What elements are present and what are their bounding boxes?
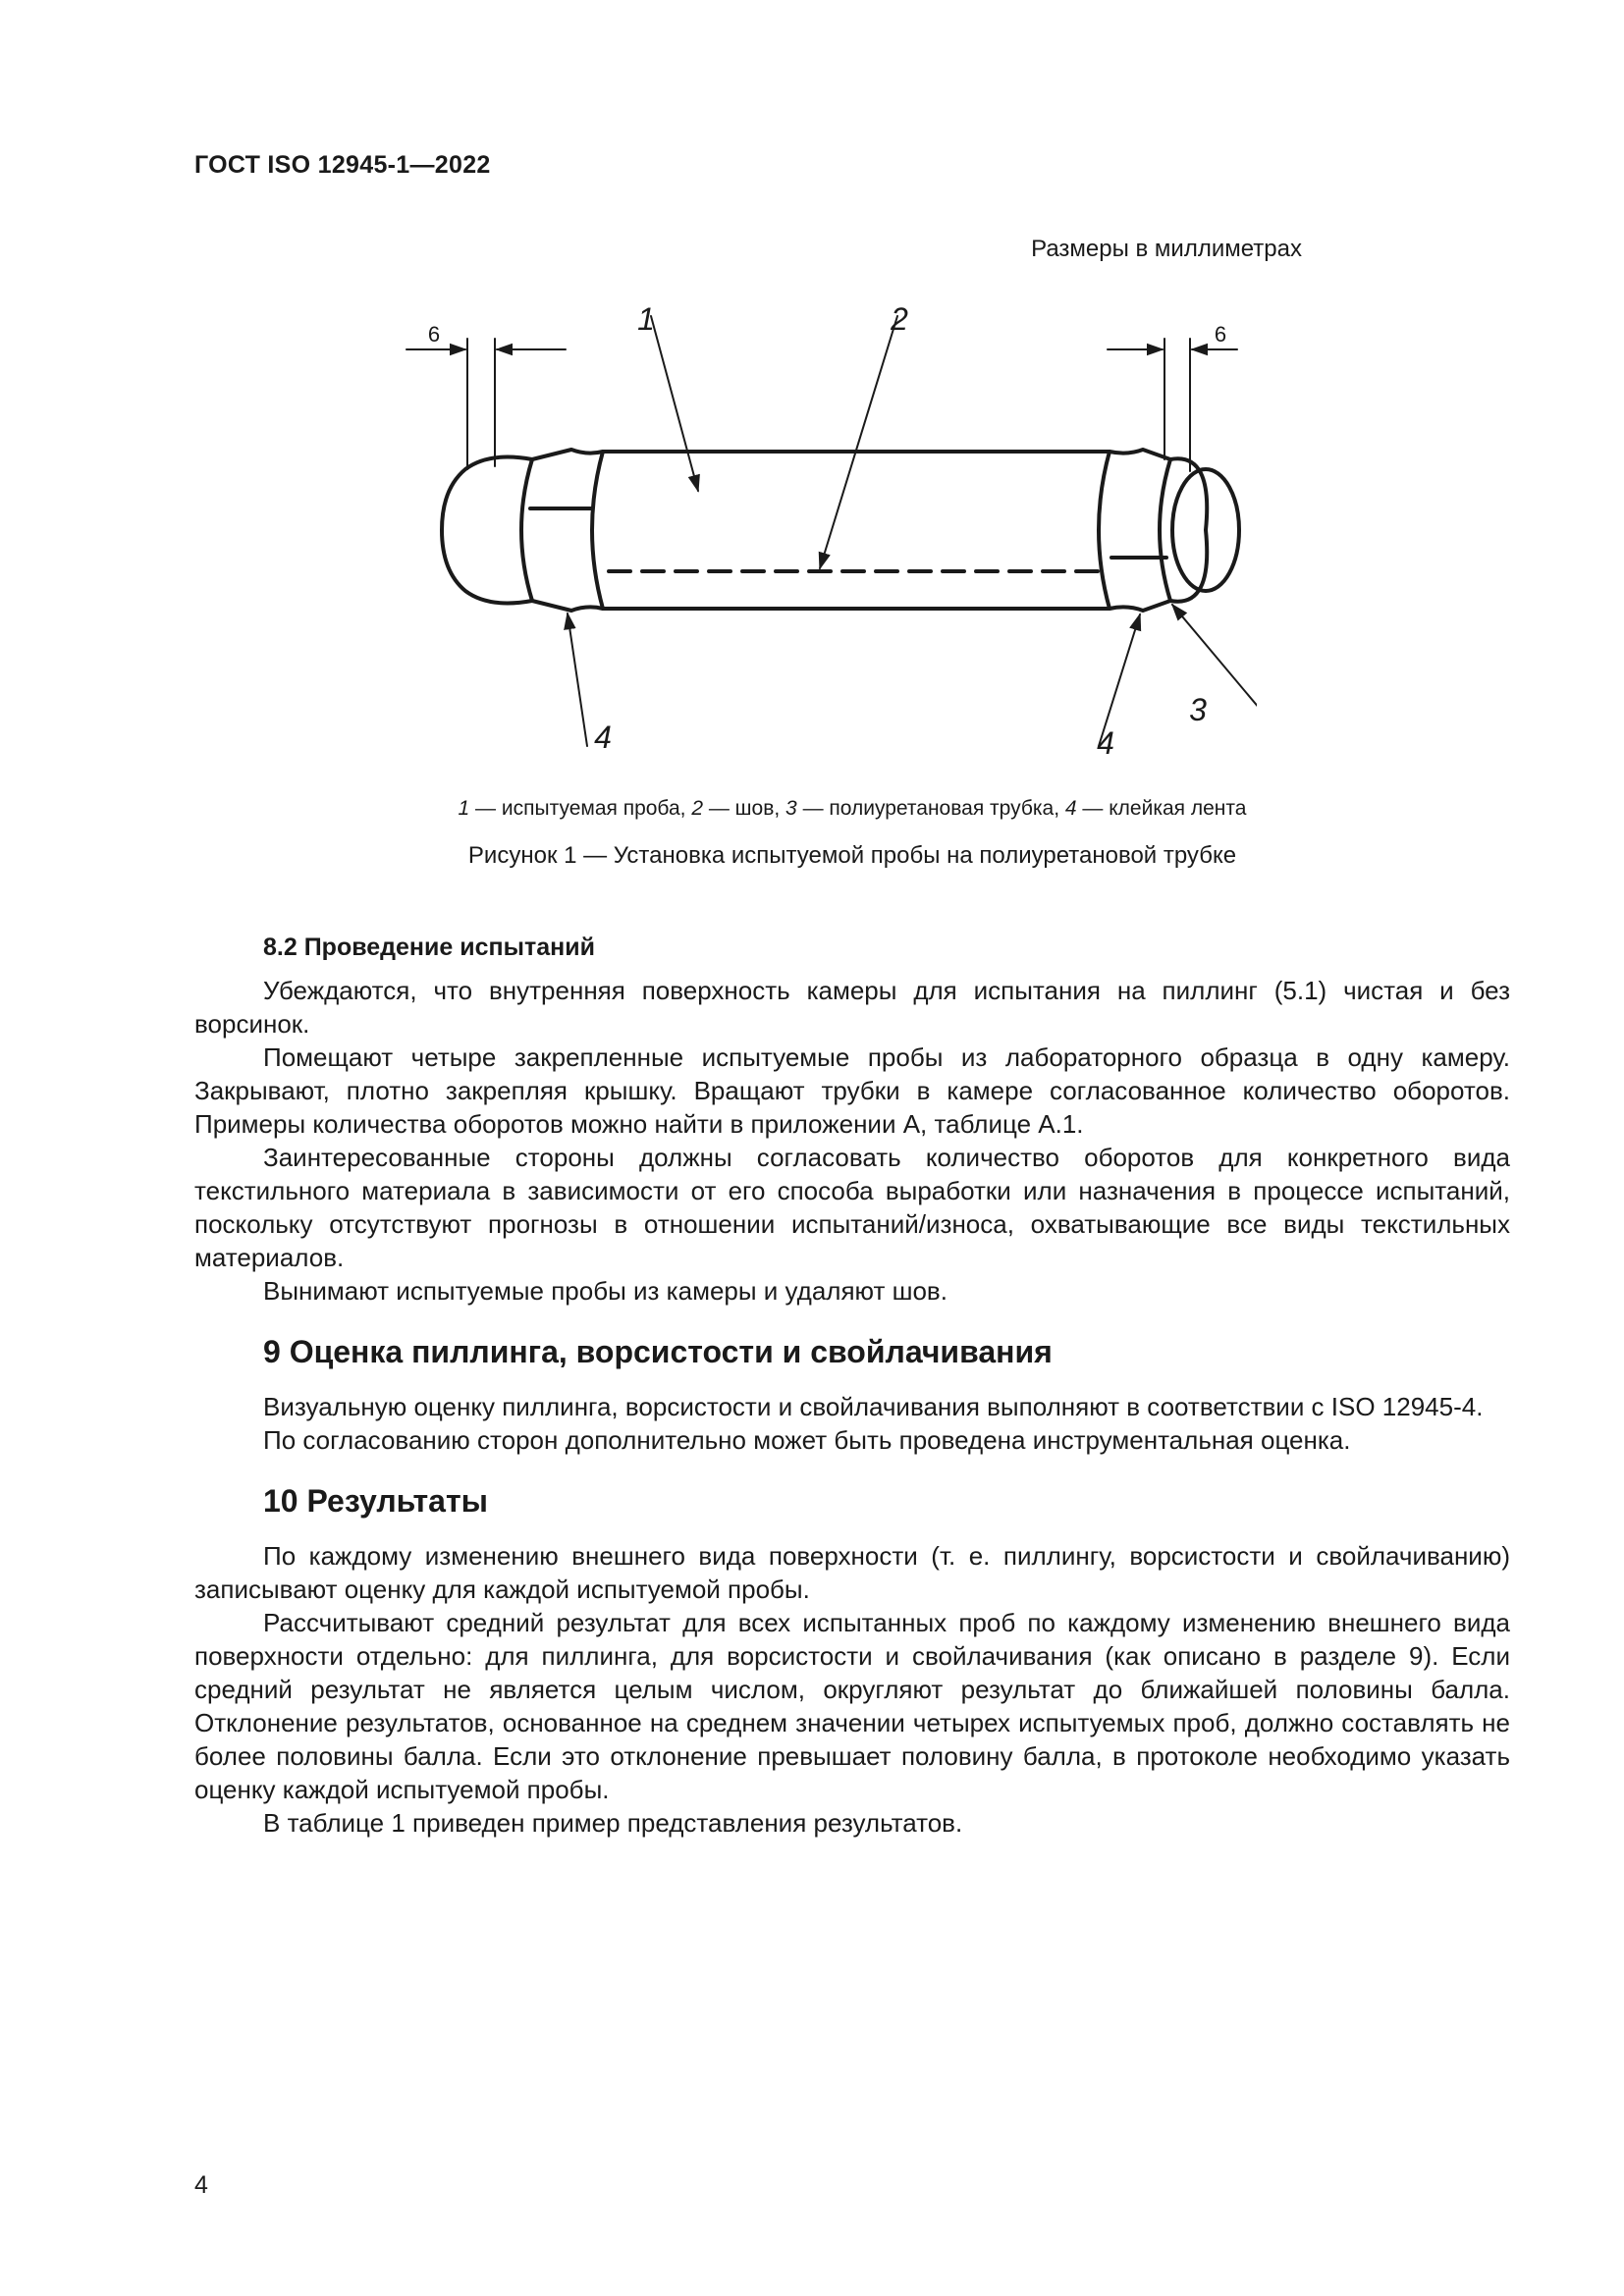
- section-9-paragraph-1: Визуальную оценку пиллинга, ворсистости и свойлачивания выполняют в соответствии с ISO 12945-4.: [263, 1392, 1484, 1421]
- tube-body: [442, 450, 1207, 611]
- legend-num-3: 3: [785, 797, 797, 820]
- section-8-2-title: 8.2 Проведение испытаний: [263, 934, 595, 961]
- label-1: 1: [637, 301, 655, 337]
- figure-caption: Рисунок 1 — Установка испытуемой пробы на полиуретановой трубке: [467, 842, 1237, 869]
- legend-num-2: 2: [691, 797, 704, 820]
- section-10-paragraph-3: В таблице 1 приведен пример представления результатов.: [263, 1808, 963, 1838]
- section-9-title: 9 Оценка пиллинга, ворсистости и свойлачивания: [263, 1334, 1053, 1369]
- units-note: Размеры в миллиметрах: [1031, 236, 1302, 262]
- section-8-2-paragraph-3: Заинтересованные стороны должны согласовать количество оборотов для конкретного вида текстильного материала в зависимости от его способа выработки или назначения в процессе испытаний, поскольку отсутствуют прогнозы в отношении испытаний/износа, охватывающие все виды текстильных материалов.: [194, 1143, 1510, 1272]
- left-tape-band: [521, 459, 532, 601]
- label-4-right: 4: [1097, 725, 1114, 761]
- section-10-paragraph-2: Рассчитывают средний результат для всех испытанных проб по каждому изменению внешнего вида поверхности отдельно: для пиллинга, для ворсистости и свойлачивания (как описано в разделе 9). Если средний результат не является целым числом, округляют результат до ближайшей половины балла. Отклонение результатов, основанное на среднем значении четырех испытуемых проб, должно составлять не более половины балла. Если это отклонение превышает половину балла, в протоколе необходимо указать оценку каждой испытуемой пробы.: [194, 1608, 1510, 1804]
- figure-1-label-3: [1168, 677, 1227, 736]
- section-8-2-paragraph-4: Вынимают испытуемые пробы из камеры и удаляют шов.: [263, 1276, 947, 1306]
- main-content: [194, 931, 1510, 1840]
- figure-1-tube-diagram: [373, 285, 1257, 775]
- dim-left-label: 6: [427, 322, 441, 347]
- legend-text-2: — шов,: [703, 797, 786, 820]
- legend-text-1: — испытуемая проба,: [469, 797, 692, 820]
- legend-num-4: 4: [1064, 797, 1077, 820]
- legend-text-4: — клейкая лента: [1076, 797, 1247, 820]
- section-10-paragraph-1: По каждому изменению внешнего вида поверхности (т. е. пиллингу, ворсистости и свойлачиванию) записывают оценку для каждой испытуемой пробы.: [194, 1541, 1510, 1604]
- document-header: ГОСТ ISO 12945-1—2022: [194, 151, 491, 179]
- section-8-2-paragraph-1: Убеждаются, что внутренняя поверхность камеры для испытания на пиллинг (5.1) чистая и без ворсинок.: [194, 976, 1510, 1039]
- section-8-2-paragraph-2: Помещают четыре закрепленные испытуемые пробы из лабораторного образца в одну камеру. Закрывают, плотно закрепляя крышку. Вращают трубки в камере согласованное количество оборотов. Примеры количества оборотов можно найти в приложении А, таблице А.1.: [194, 1042, 1510, 1139]
- section-9-paragraph-2: По согласованию сторон дополнительно может быть проведена инструментальная оценка.: [263, 1425, 1351, 1455]
- page-number: 4: [194, 2171, 208, 2199]
- label-4-left: 4: [594, 720, 612, 755]
- legend-text-3: — полиуретановая трубка,: [796, 797, 1065, 820]
- right-tape-band: [1099, 452, 1110, 609]
- legend-num-1: 1: [458, 797, 470, 820]
- dim-right-label: 6: [1214, 322, 1227, 347]
- figure-legend: [194, 797, 1510, 821]
- section-10-title: 10 Результаты: [263, 1483, 488, 1519]
- label-2: 2: [891, 301, 908, 337]
- label-3: 3: [1189, 692, 1207, 727]
